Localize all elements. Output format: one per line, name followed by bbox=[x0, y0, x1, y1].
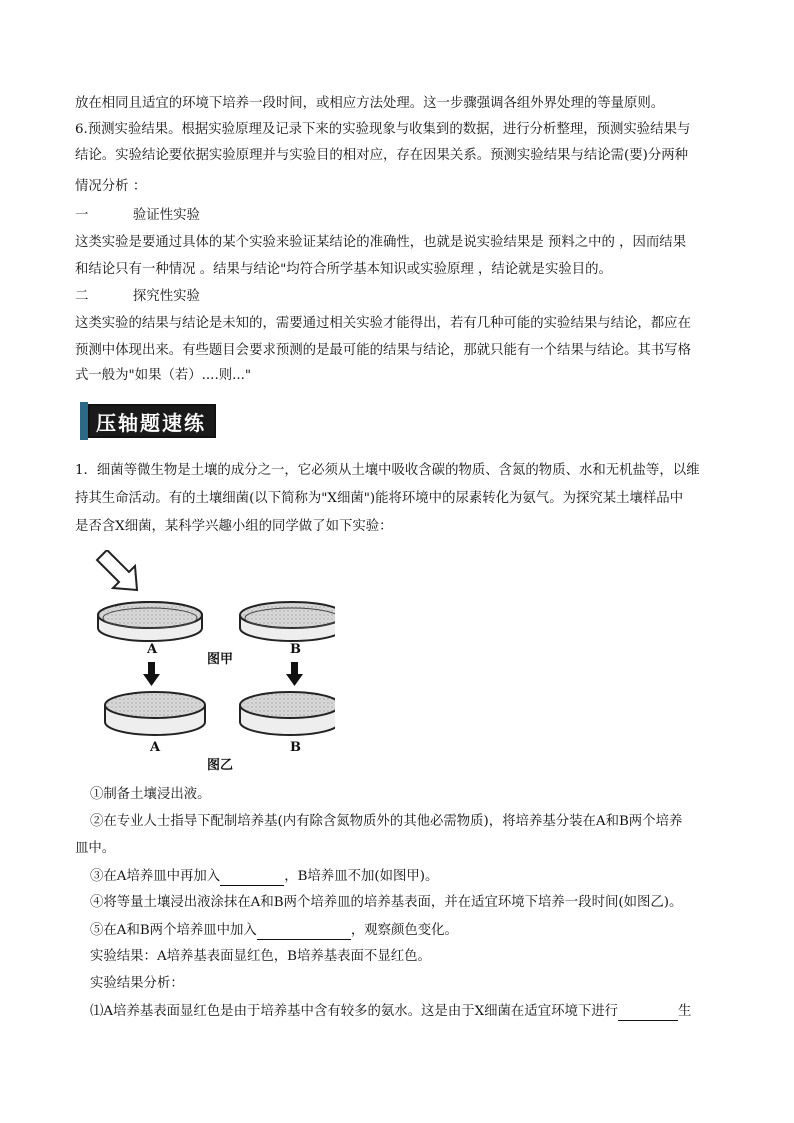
analysis-q1-blank[interactable] bbox=[618, 1002, 678, 1021]
step-3-suffix: ，B培养皿不加(如图甲)。 bbox=[284, 869, 439, 884]
dish-a-label-top: A bbox=[147, 642, 158, 657]
figure-jia-caption: 图甲 bbox=[207, 652, 234, 667]
step-5-prefix: ⑤在A和B两个培养皿中加入 bbox=[90, 923, 257, 938]
intro-line-2: 6.预测实验结果。根据实验原理及记录下来的实验现象与收集到的数据，进行分析整理，预测实验结果与 bbox=[75, 122, 691, 137]
step-2-line-1: ②在专业人士指导下配制培养基(内有除含氮物质外的其他必需物质)，将培养基分装在A和B两个培养 bbox=[90, 814, 683, 829]
banner-title: 压轴题速练 bbox=[96, 411, 206, 435]
dish-b-label-bottom: B bbox=[290, 740, 301, 755]
dish-b-bottom bbox=[240, 692, 335, 735]
section2-heading-num: 二 bbox=[75, 289, 89, 304]
section1-heading-num: 一 bbox=[75, 208, 89, 223]
step-5-suffix: ，观察颜色变化。 bbox=[350, 923, 458, 938]
dish-b-label-top: B bbox=[290, 642, 301, 657]
result-analysis-heading: 实验结果分析： bbox=[90, 976, 184, 991]
analysis-question-1 bbox=[90, 1002, 691, 1021]
section1-heading bbox=[75, 207, 200, 225]
section2-line-3: 式一般为"如果（若）....则..." bbox=[75, 368, 252, 383]
section2-line-1: 这类实验的结果与结论是未知的，需要通过相关实验才能得出，若有几种可能的实验结果与结论，都应在 bbox=[75, 316, 691, 331]
section-banner bbox=[80, 402, 220, 440]
dish-a-top bbox=[98, 602, 202, 641]
intro-line-3: 结论。实验结论要依据实验原理并与实验目的相对应，存在因果关系。预测实验结果与结论需(要)分两种 bbox=[75, 148, 689, 163]
experiment-result: 实验结果：A培养基表面显红色，B培养基表面不显红色。 bbox=[90, 949, 431, 964]
step-4: ④将等量土壤浸出液涂抹在A和B两个培养皿的培养基表面，并在适宜环境下培养一段时间(如图乙)。 bbox=[90, 895, 683, 910]
analysis-q1-suffix: 生 bbox=[678, 1004, 692, 1019]
section2-heading bbox=[75, 288, 200, 306]
step-5-blank[interactable] bbox=[257, 921, 351, 940]
banner-accent-bar bbox=[80, 402, 88, 440]
question-line-2: 持其生命活动。有的土壤细菌(以下简称为"X细菌")能将环境中的尿素转化为氨气。为探究某土壤样品中 bbox=[75, 491, 684, 506]
intro-line-1: 放在相同且适宜的环境下培养一段时间，或相应方法处理。这一步骤强调各组外界处理的等量原则。 bbox=[75, 96, 665, 111]
section1-heading-text: 验证性实验 bbox=[132, 208, 200, 223]
question-line-1: 1．细菌等微生物是土壤的成分之一，它必须从土壤中吸收含碳的物质、含氮的物质、水和无机盐等，以维 bbox=[75, 463, 700, 478]
step-3 bbox=[90, 867, 438, 886]
dish-b-top bbox=[240, 602, 335, 641]
intro-line-4: 情况分析 ： bbox=[75, 179, 147, 194]
figure-yi-caption: 图乙 bbox=[207, 758, 234, 773]
section1-line-2: 和结论只有一种情况 。结果与结论"均符合所学基本知识或实验原理 ，结论就是实验目的。 bbox=[75, 262, 612, 277]
down-arrow-a-icon bbox=[143, 662, 160, 686]
analysis-q1-prefix: ⑴A培养基表面显红色是由于培养基中含有较多的氨水。这是由于X细菌在适宜环境下进行 bbox=[90, 1004, 619, 1019]
section2-heading-text: 探究性实验 bbox=[132, 289, 200, 304]
step-5 bbox=[90, 921, 458, 940]
dish-a-label-bottom: A bbox=[150, 740, 161, 755]
petri-dish-figure bbox=[95, 550, 335, 775]
question-line-3: 是否含X细菌，某科学兴趣小组的同学做了如下实验： bbox=[75, 519, 393, 534]
pointer-arrow-icon bbox=[97, 550, 137, 590]
down-arrow-b-icon bbox=[286, 662, 303, 686]
step-3-prefix: ③在A培养皿中再加入 bbox=[90, 869, 221, 884]
step-3-blank[interactable] bbox=[220, 867, 284, 886]
step-1: ①制备土壤浸出液。 bbox=[90, 787, 211, 802]
section1-line-1: 这类实验是要通过具体的某个实验来验证某结论的准确性，也就是说实验结果是 预料之中的 ，因而结果 bbox=[75, 235, 687, 250]
section2-line-2: 预测中体现出来。有些题目会要求预测的是最可能的结果与结论，那就只能有一个结果与结论。其书写格 bbox=[75, 343, 691, 358]
step-2-line-2: 皿中。 bbox=[75, 841, 116, 856]
dish-a-bottom bbox=[105, 692, 205, 735]
